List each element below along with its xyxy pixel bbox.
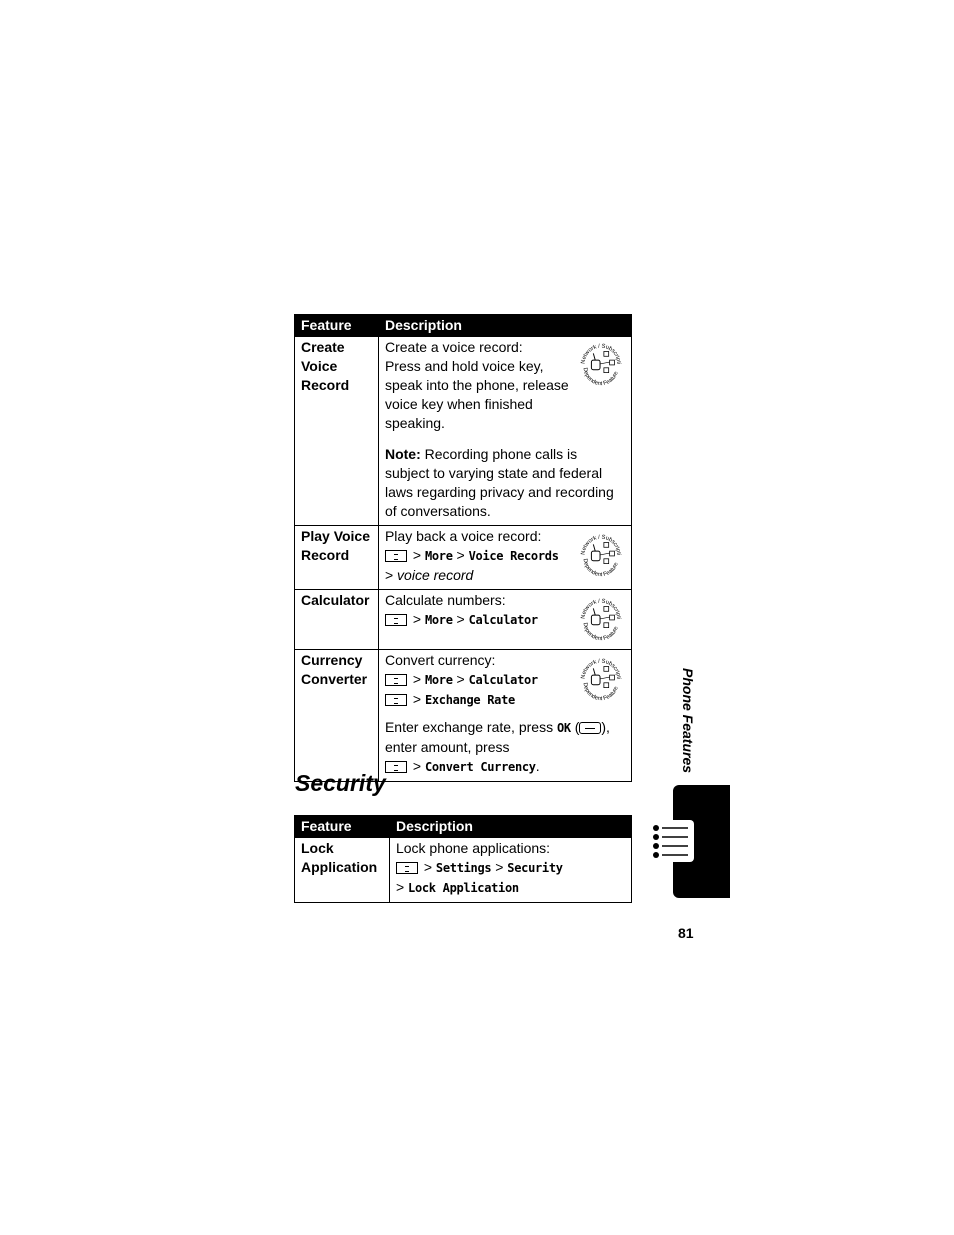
description-line: Convert currency: xyxy=(384,652,496,668)
description-line: Calculate numbers: xyxy=(384,592,506,608)
note-text: Recording phone calls is subject to varying state and federal laws regarding privacy and recording of conversations. xyxy=(384,446,614,519)
menu-item: voice record xyxy=(397,567,474,583)
softkey-icon xyxy=(579,722,601,734)
menu-item: Voice Records xyxy=(468,549,559,563)
column-header-description: Description xyxy=(378,315,631,337)
note-label: Note: xyxy=(384,446,421,462)
description-line: Enter exchange rate, press xyxy=(384,719,557,735)
description-line: . xyxy=(535,758,540,774)
description-line: Lock phone applications: xyxy=(395,840,551,856)
table-row xyxy=(295,526,632,590)
menu-item: More xyxy=(424,613,453,627)
network-dependent-feature-icon xyxy=(577,339,625,387)
menu-item: More xyxy=(424,549,453,563)
menu-item: Exchange Rate xyxy=(424,693,515,707)
menu-key-icon xyxy=(396,862,418,874)
description-line: Press and hold voice key, speak into the phone, release voice key when finished speaking. xyxy=(384,358,569,431)
feature-name: Lock Application xyxy=(295,838,390,903)
feature-description: Play back a voice record: > More > Voice Records > voice record xyxy=(378,526,631,590)
menu-item: Settings xyxy=(435,861,492,875)
description-line: enter amount, press xyxy=(384,739,510,755)
ok-key-label: OK xyxy=(556,721,571,735)
description-line: Play back a voice record: xyxy=(384,528,542,544)
column-header-feature: Feature xyxy=(295,816,390,838)
menu-item: Convert Currency xyxy=(424,760,536,774)
network-dependent-feature-icon xyxy=(577,530,625,578)
table-row xyxy=(295,337,632,526)
column-header-feature: Feature xyxy=(295,315,379,337)
feature-description: Convert currency: > More > Calculator > Exchange Rate Enter exchange rate, press OK ( ), enter amount, press > Convert Currency. xyxy=(378,650,631,782)
note xyxy=(385,445,625,521)
table-header xyxy=(295,315,632,337)
menu-item: Lock Application xyxy=(408,881,519,895)
menu-key-icon xyxy=(385,694,407,706)
feature-description xyxy=(378,337,631,526)
menu-key-icon xyxy=(385,674,407,686)
menu-item: Calculator xyxy=(468,613,538,627)
table-header xyxy=(295,816,632,838)
menu-key-icon xyxy=(385,761,407,773)
column-header-description: Description xyxy=(389,816,631,838)
menu-key-icon xyxy=(385,550,407,562)
menu-key-icon xyxy=(385,614,407,626)
feature-name: Create Voice Record xyxy=(295,337,379,526)
menu-item: Security xyxy=(507,861,563,875)
feature-table-1 xyxy=(294,314,632,782)
description-line: ), xyxy=(601,719,610,735)
menu-item: More xyxy=(424,673,453,687)
sidebar-section-label: Phone Features xyxy=(680,668,696,774)
table-row xyxy=(295,650,632,782)
feature-description: Calculate numbers: > More > Calculator xyxy=(378,590,631,650)
network-dependent-feature-icon xyxy=(577,654,625,702)
table-row xyxy=(295,838,632,903)
network-dependent-feature-icon xyxy=(577,594,625,642)
feature-name: Calculator xyxy=(295,590,379,650)
menu-item: Calculator xyxy=(468,673,538,687)
list-icon xyxy=(652,820,696,862)
feature-description: Lock phone applications: > Settings > Security > Lock Application xyxy=(389,838,631,903)
feature-name: Play Voice Record xyxy=(295,526,379,590)
description-line: Create a voice record: xyxy=(384,339,523,355)
feature-table-2 xyxy=(294,815,632,903)
table-row xyxy=(295,590,632,650)
feature-name: Currency Converter xyxy=(295,650,379,782)
section-title: Security xyxy=(295,770,386,796)
page-number: 81 xyxy=(678,925,694,941)
